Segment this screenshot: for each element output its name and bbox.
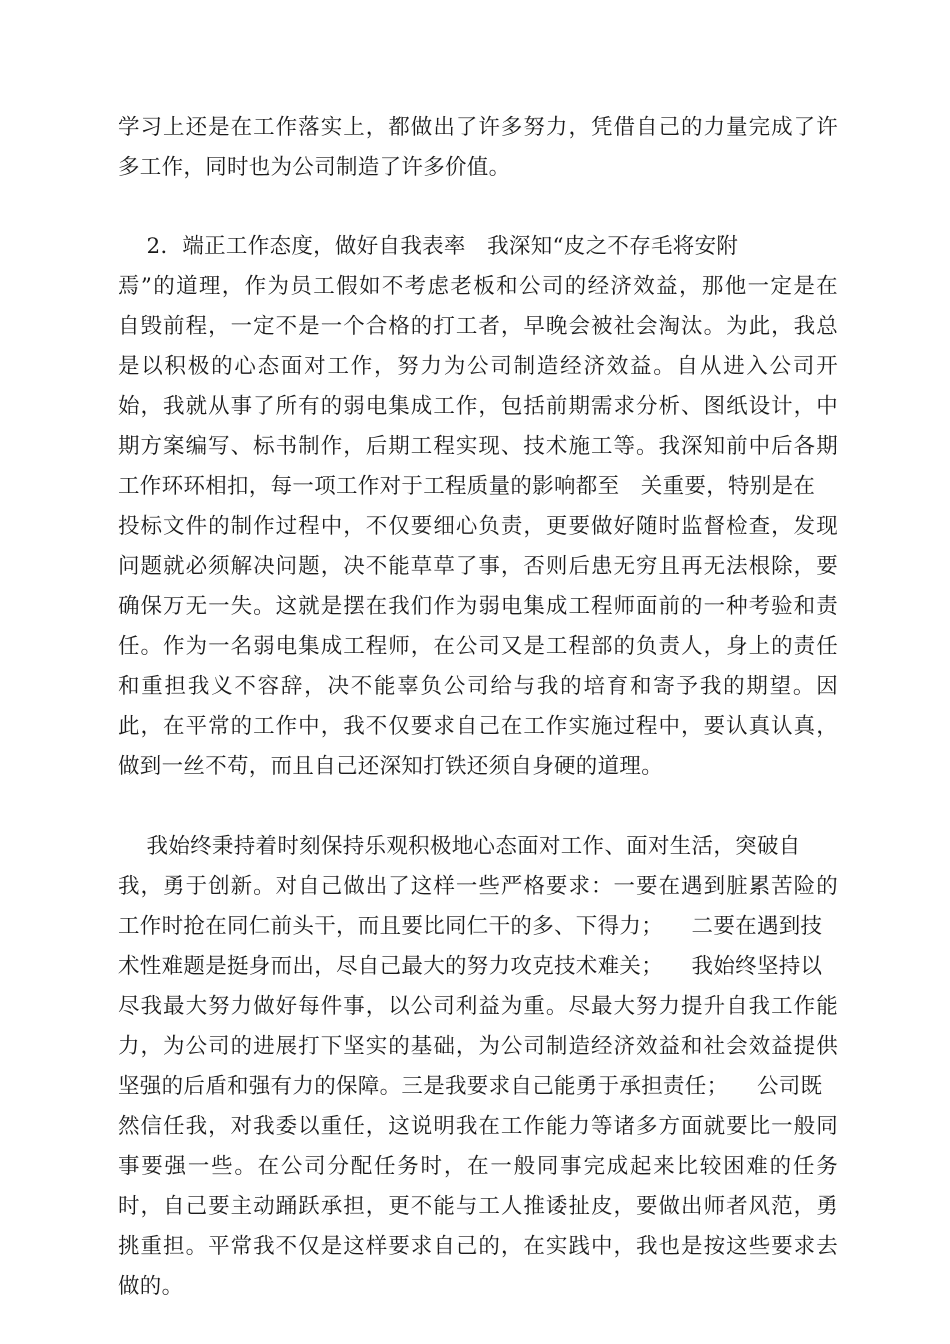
text-line: 是以积极的心态面对工作，努力为公司制造经济效益。自从进入公司开 [118, 354, 838, 379]
text-line: 焉”的道理，作为员工假如不考虑老板和公司的经济效益，那他一定是在 [118, 274, 838, 299]
text-line: 工作环环相扣，每一项工作对于工程质量的影响都至 关重要，特别是在 [118, 474, 816, 499]
text-line: 学习上还是在工作落实上，都做出了许多努力，凭借自己的力量完成了许 [118, 115, 838, 140]
text-line: 问题就必须解决问题，决不能草草了事，否则后患无穷且再无法根除，要 [118, 554, 838, 579]
text-line: 确保万无一失。这就是摆在我们作为弱电集成工程师面前的一种考验和责 [118, 594, 838, 619]
text-line: 自毁前程，一定不是一个合格的打工者，早晚会被社会淘汰。为此，我总 [118, 314, 838, 339]
text-line: 术性难题是挺身而出，尽自己最大的努力攻克技术难关； 我始终坚持以 [118, 954, 823, 979]
text-line: 力，为公司的进展打下坚实的基础，为公司制造经济效益和社会效益提供 [118, 1034, 838, 1059]
text-line: 做的。 [118, 1274, 184, 1299]
text-line: 尽我最大努力做好每件事，以公司利益为重。尽最大努力提升自我工作能 [118, 994, 838, 1019]
text-line: 挑重担。平常我不仅是这样要求自己的，在实践中，我也是按这些要求去 [118, 1234, 838, 1259]
text-line: 工作时抢在同仁前头干，而且要比同仁干的多、下得力； 二要在遇到技 [118, 914, 823, 939]
text-line: 此，在平常的工作中，我不仅要求自己在工作实施过程中，要认真认真， [118, 714, 838, 739]
text-line: 期方案编写、标书制作，后期工程实现、技术施工等。我深知前中后各期 [118, 434, 838, 459]
text-line: 我始终秉持着时刻保持乐观积极地心态面对工作、面对生活，突破自 [118, 834, 801, 859]
text-line: 做到一丝不苟，而且自己还深知打铁还须自身硬的道理。 [118, 754, 664, 779]
text-line: 始，我就从事了所有的弱电集成工作，包括前期需求分析、图纸设计，中 [118, 394, 838, 419]
text-line: 坚强的后盾和强有力的保障。三是我要求自己能勇于承担责任； 公司既 [118, 1074, 823, 1099]
text-line: 时，自己要主动踊跃承担，更不能与工人推诿扯皮，要做出师者风范，勇 [118, 1194, 838, 1219]
text-line: 和重担我义不容辞，决不能辜负公司给与我的培育和寄予我的期望。因 [118, 674, 838, 699]
text-line: 投标文件的制作过程中，不仅要细心负责，更要做好随时监督检查，发现 [118, 514, 838, 539]
text-line: 然信任我，对我委以重任，这说明我在工作能力等诸多方面就要比一般同 [118, 1114, 838, 1139]
text-line: 多工作，同时也为公司制造了许多价值。 [118, 155, 511, 180]
text-line: 事要强一些。在公司分配任务时，在一般同事完成起来比较困难的任务 [118, 1154, 838, 1179]
text-line: 我，勇于创新。对自己做出了这样一些严格要求：一要在遇到脏累苦险的 [118, 874, 838, 899]
text-line: 2．端正工作态度，做好自我表率 我深知“皮之不存毛将安附 [118, 234, 739, 259]
text-line: 任。作为一名弱电集成工程师，在公司又是工程部的负责人，身上的责任 [118, 634, 838, 659]
